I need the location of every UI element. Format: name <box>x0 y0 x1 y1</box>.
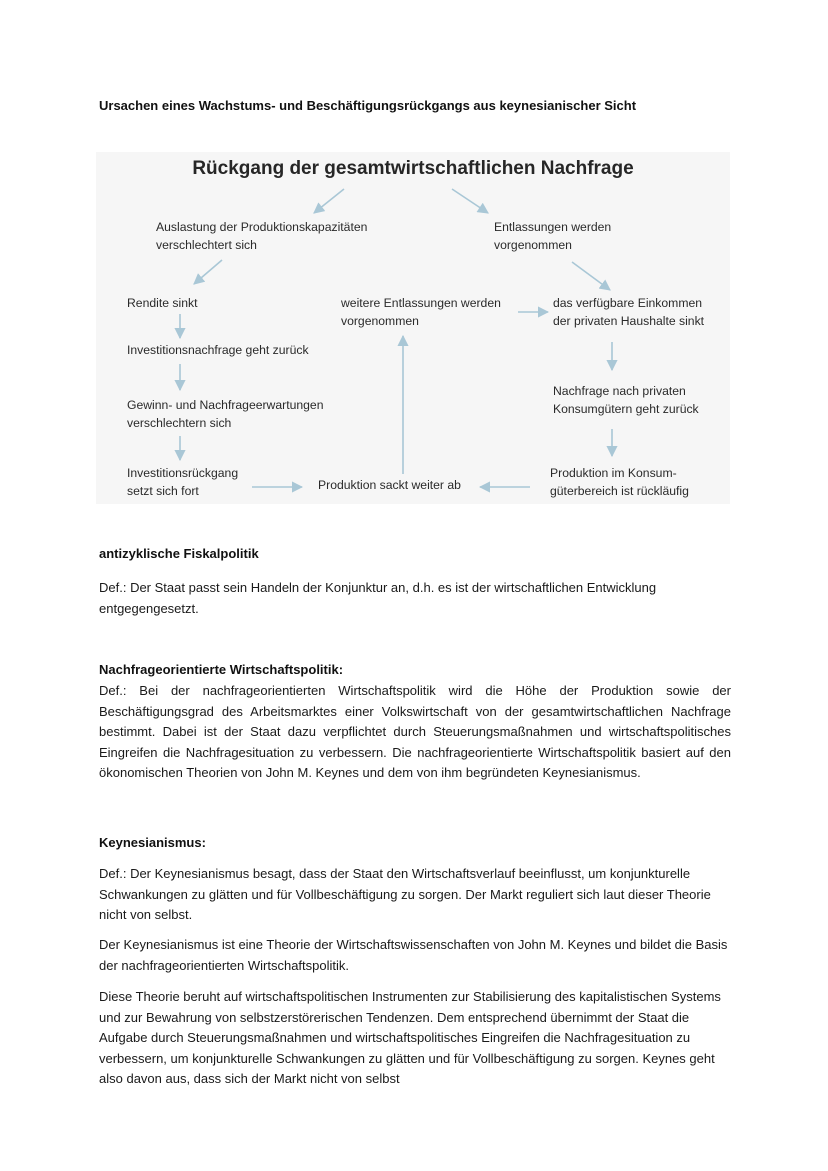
text-keynes-3: Diese Theorie beruht auf wirtschaftspolitischen Instrumenten zur Stabilisierung des kapitalistischen Systems und zur Bewahrung von selbstzerstörerischen Tendenzen. Dem entsprechend übernimmt der Staat die Aufgabe durch Steuerungsmaßnahmen und wirtschaftspolitisches Eingreifen die Nachfragesituation zu verbessern, um konjunkturelle Schwankungen zu glätten und für Vollbeschäftigung zu sorgen. Keynes geht also davon aus, dass sich der Markt nicht von selbst <box>99 989 721 1086</box>
page-title: Ursachen eines Wachstums- und Beschäftigungsrückgangs aus keynesianischer Sicht <box>99 98 637 113</box>
text-fiskalpolitik: Def.: Der Staat passt sein Handeln der Konjunktur an, d.h. es ist der wirtschaftlichen Entwicklung entgegengesetzt. <box>99 580 657 616</box>
heading-fiskalpolitik: antizyklische Fiskalpolitik <box>99 546 259 561</box>
arrow-auslastung-to-rendite <box>194 260 222 284</box>
node-auslastung: Auslastung der Produktionskapazitäten verschlechtert sich <box>156 220 368 252</box>
node-weitere-entlassungen: weitere Entlassungen werden vorgenommen <box>341 296 501 328</box>
arrow-title-to-entlassungen <box>452 189 488 213</box>
node-produktion: Produktion sackt weiter ab <box>318 478 461 492</box>
node-konsum: Produktion im Konsum- güterbereich ist rückläufig <box>550 466 689 498</box>
text-keynes-1: Def.: Der Keynesianismus besagt, dass der Staat den Wirtschaftsverlauf beeinflusst, um konjunkturelle Schwankungen zu glätten und für Vollbeschäftigung zu sorgen. Der Markt reguliert sich laut dieser Theorie nicht von selbst. <box>99 866 711 922</box>
node-investitionsrueckgang: Investitionsrückgang setzt sich fort <box>127 466 239 498</box>
heading-keynesianismus: Keynesianismus: <box>99 835 206 850</box>
arrow-title-to-auslastung <box>314 189 344 213</box>
node-investitionsnachfrage: Investitionsnachfrage geht zurück <box>127 343 309 357</box>
arrow-entlassungen-to-einkommen <box>572 262 610 290</box>
node-einkommen: das verfügbare Einkommen der privaten Haushalte sinkt <box>553 296 705 328</box>
node-nachfrage-privat: Nachfrage nach privaten Konsumgütern geht zurück <box>553 384 699 416</box>
heading-nachfrageorientiert: Nachfrageorientierte Wirtschaftspolitik: <box>99 662 344 677</box>
flow-diagram <box>96 152 730 504</box>
diagram-heading: Rückgang der gesamtwirtschaftlichen Nachfrage <box>192 158 634 179</box>
text-keynes-2: Der Keynesianismus ist eine Theorie der Wirtschaftswissenschaften von John M. Keynes und bildet die Basis der nachfrageorientierten Wirtschaftspolitik. <box>99 937 728 973</box>
node-erwartungen: Gewinn- und Nachfrageerwartungen verschlechtern sich <box>127 398 324 430</box>
text-nachfrageorientiert: Def.: Bei der nachfrageorientierten Wirtschaftspolitik wird die Höhe der Produktion sowie der Beschäftigungsgrad des Arbeitsmarktes einer Volkswirtschaft von der gesamtwirtschaftlichen Nachfrage bestimmt. Dabei ist der Staat dazu verpflichtet durch Steuerungsmaßnahmen und wirtschaftspolitisches Eingreifen die Nachfragesituation zu verbessern. Die nachfrageorientierte Wirtschaftspolitik basiert auf den ökonomischen Theorien von John M. Keynes und dem von ihm begründeten Keynesianismus. <box>99 683 731 780</box>
node-entlassungen: Entlassungen werden vorgenommen <box>494 220 612 252</box>
node-rendite: Rendite sinkt <box>127 296 198 310</box>
